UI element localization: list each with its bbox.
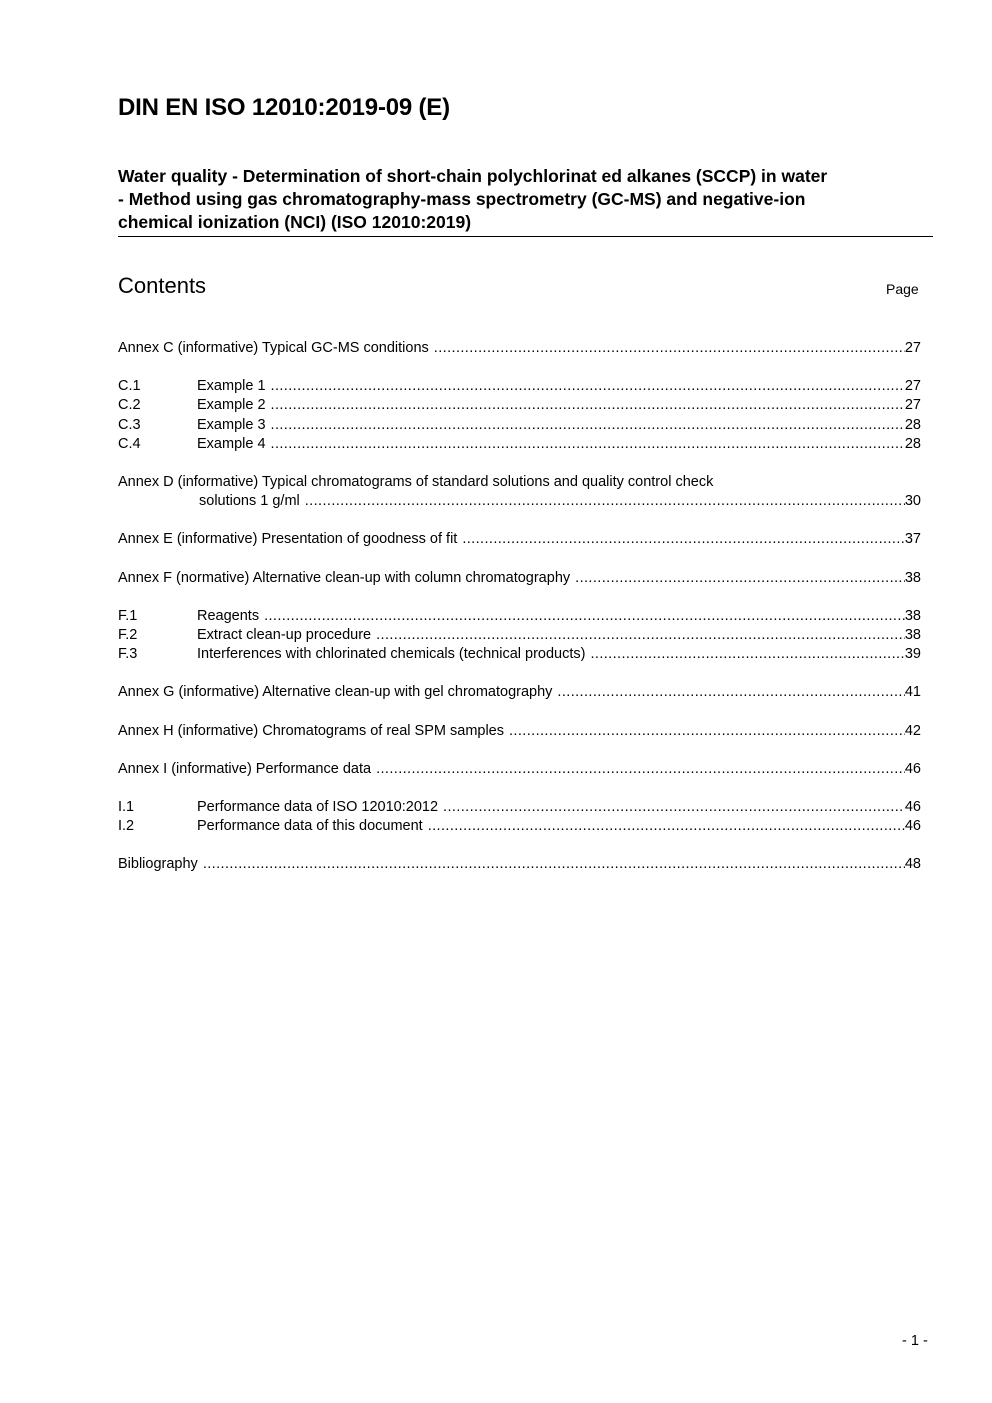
toc-entry-number: I.2 [118, 818, 135, 835]
toc-entry-page: 38 [904, 627, 921, 644]
toc-entry-page: 30 [904, 493, 921, 510]
toc-entry-page: 41 [904, 684, 921, 701]
toc-entry-number: F.3 [118, 646, 138, 663]
toc-leader [271, 377, 905, 396]
toc-entry-bibliography[interactable] [118, 855, 921, 874]
toc-entry-page: 27 [904, 340, 921, 356]
toc-entry-number: F.1 [118, 607, 138, 624]
toc-entry-text: Annex G (informative) Alternative clean-up with gel chromatography [118, 684, 553, 701]
toc-entry-c-3[interactable] [118, 416, 921, 435]
toc-entry-annex-e[interactable] [118, 530, 921, 549]
toc-entry-f-3[interactable] [118, 645, 921, 664]
toc-leader [590, 645, 904, 664]
toc-entry-text: Performance data of ISO 12010:2012 [197, 799, 439, 816]
toc-entry-number: C.1 [118, 378, 141, 395]
toc-entry-annex-f[interactable] [118, 569, 921, 588]
contents-heading: Contents [118, 273, 207, 298]
toc-entry-text-continued: solutions 1 g/ml [199, 493, 300, 510]
toc-entry-c-2[interactable] [118, 396, 921, 415]
toc-entry-page: 27 [904, 397, 921, 414]
toc-leader [428, 817, 905, 836]
toc-leader [264, 607, 905, 626]
toc-entry-i-2[interactable] [118, 817, 921, 836]
toc-entry-number: C.4 [118, 435, 141, 452]
toc-leader [376, 760, 905, 779]
toc-entry-page: 46 [904, 760, 921, 777]
subtitle-line: - Method using gas chromatography-mass spectrometry (GC-MS) and negative-ion [118, 189, 806, 209]
toc-entry-number: I.1 [118, 799, 135, 816]
toc-entry-text: Annex D (informative) Typical chromatograms of standard solutions and quality control check [118, 474, 714, 491]
toc-entry-number: F.2 [118, 627, 138, 644]
toc-entry-text: Performance data of this document [197, 818, 423, 835]
toc-entry-c-4[interactable] [118, 435, 921, 454]
document-title: DIN EN ISO 12010:2019-09 (E) [118, 94, 450, 121]
toc-entry-text: Example 2 [197, 397, 266, 414]
toc-leader [575, 569, 905, 588]
toc-leader [203, 855, 905, 874]
toc-leader [509, 722, 905, 741]
toc-entry-number: C.2 [118, 397, 141, 414]
table-of-contents [118, 339, 921, 875]
toc-leader [271, 396, 905, 415]
toc-entry-annex-i[interactable] [118, 760, 921, 779]
toc-leader [443, 798, 905, 817]
toc-entry-number: C.3 [118, 416, 141, 433]
toc-entry-page: 46 [904, 818, 921, 835]
toc-leader [557, 683, 904, 702]
toc-entry-page: 48 [904, 856, 921, 873]
toc-entry-page: 46 [904, 799, 921, 816]
toc-entry-page: 38 [904, 607, 921, 624]
toc-entry-text: Example 3 [197, 416, 266, 433]
toc-entry-page: 37 [904, 531, 921, 548]
toc-entry-text: Bibliography [118, 856, 198, 873]
toc-entry-annex-g[interactable] [118, 683, 921, 702]
toc-leader [376, 626, 905, 645]
toc-leader [434, 339, 905, 358]
toc-entry-text: Example 1 [197, 378, 266, 395]
toc-entry-text: Annex E (informative) Presentation of goodness of fit [118, 531, 458, 548]
toc-entry-page: 42 [904, 722, 921, 739]
toc-entry-text: Annex H (informative) Chromatograms of real SPM samples [118, 722, 504, 739]
page-column-label: Page [886, 281, 919, 297]
toc-entry-annex-h[interactable] [118, 722, 921, 741]
toc-entry-i-1[interactable] [118, 798, 921, 817]
footer-page-number: - 1 - [902, 1333, 928, 1349]
toc-entry-text: Interferences with chlorinated chemicals (technical products) [197, 646, 586, 663]
toc-entry-text: Reagents [197, 607, 260, 624]
toc-leader [271, 435, 905, 454]
toc-leader [305, 492, 905, 511]
toc-entry-f-1[interactable] [118, 607, 921, 626]
toc-entry-text: Extract clean-up procedure [197, 627, 372, 644]
toc-entry-f-2[interactable] [118, 626, 921, 645]
toc-entry-text: Annex I (informative) Performance data [118, 760, 372, 777]
toc-entry-text: Annex C (informative) Typical GC-MS conditions [118, 340, 429, 356]
toc-entry-page: 27 [904, 378, 921, 395]
toc-entry-page: 38 [904, 569, 921, 586]
document-subtitle [118, 165, 933, 237]
toc-entry-page: 28 [904, 435, 921, 452]
subtitle-line: Water quality - Determination of short-chain polychlorinat ed alkanes (SCCP) in water [118, 166, 828, 186]
toc-entry-page: 39 [904, 646, 921, 663]
toc-entry-page: 28 [904, 416, 921, 433]
toc-entry-annex-c[interactable] [118, 339, 921, 358]
toc-entry-annex-d[interactable] [118, 473, 921, 511]
subtitle-line: chemical ionization (NCI) (ISO 12010:2019) [118, 212, 472, 232]
toc-entry-c-1[interactable] [118, 377, 921, 396]
toc-entry-text: Annex F (normative) Alternative clean-up with column chromatography [118, 569, 571, 586]
toc-entry-text: Example 4 [197, 435, 266, 452]
toc-leader [462, 530, 905, 549]
toc-leader [271, 416, 905, 435]
